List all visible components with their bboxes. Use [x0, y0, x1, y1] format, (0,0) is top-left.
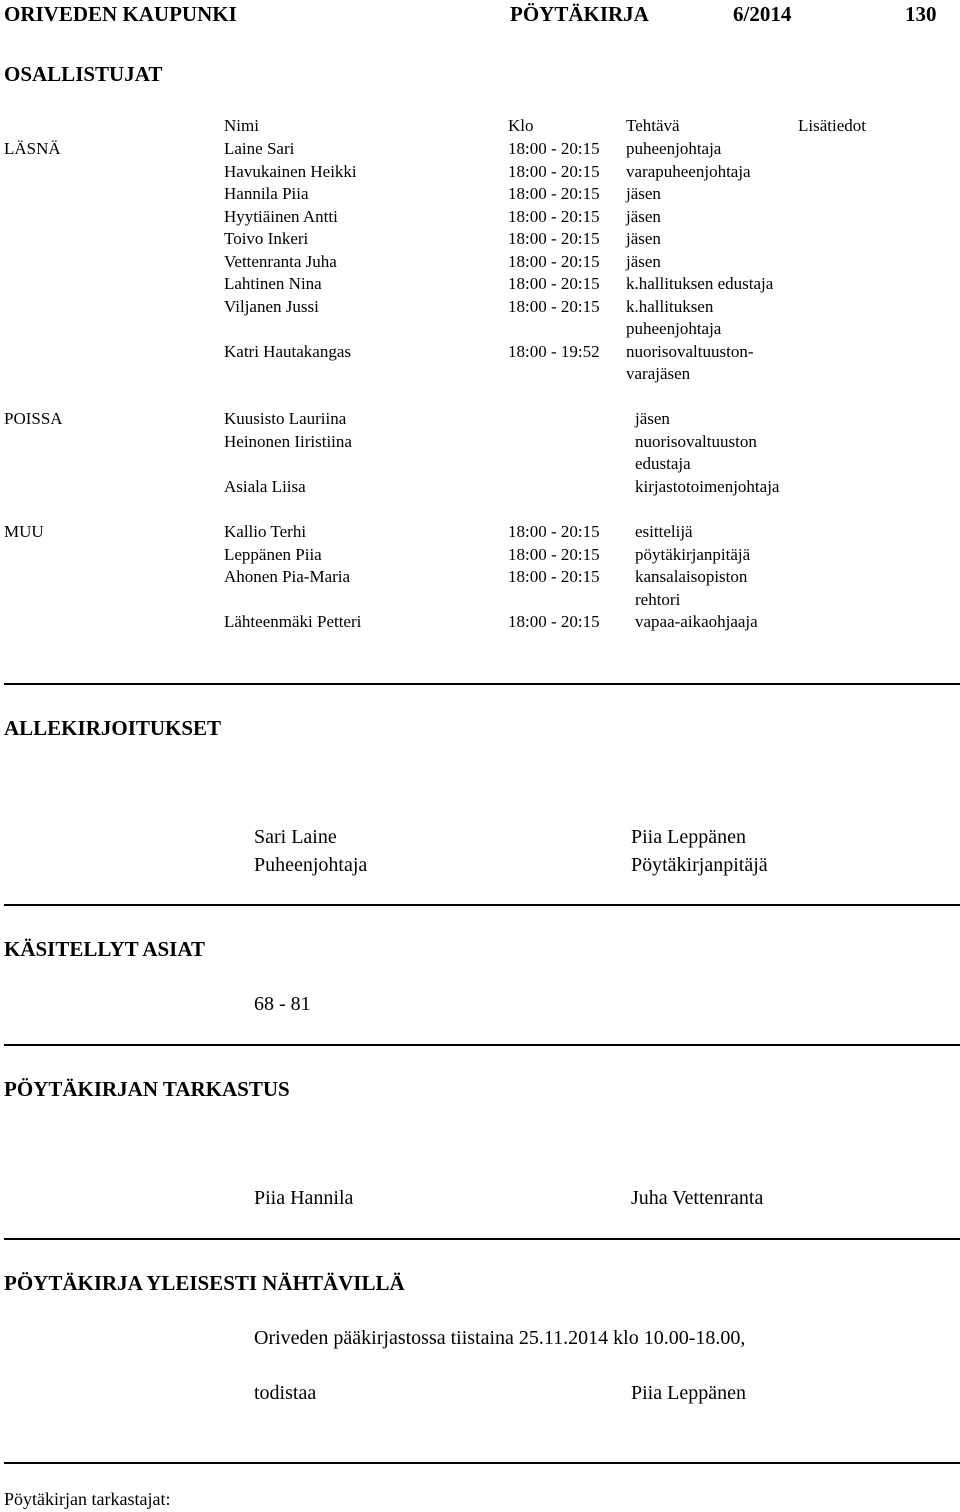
- header-org: ORIVEDEN KAUPUNKI: [4, 2, 237, 26]
- participant-role: jäsen: [626, 184, 661, 203]
- participant-time: 18:00 - 20:15: [508, 251, 600, 271]
- participant-row: [0, 296, 960, 319]
- section-title-signatures: ALLEKIRJOITUKSET: [4, 716, 222, 740]
- participant-row: [0, 431, 960, 454]
- participant-time: 18:00 - 19:52: [508, 341, 600, 361]
- column-header-name: Nimi: [224, 116, 259, 135]
- section-divider: [4, 1462, 960, 1464]
- participant-role: jäsen: [635, 409, 670, 428]
- participant-name: Katri Hautakangas: [224, 341, 351, 361]
- participant-role: jäsen: [626, 229, 661, 248]
- participant-row: [0, 138, 960, 161]
- participant-name: Laine Sari: [224, 139, 295, 158]
- section-title-handled-items: KÄSITELLYT ASIAT: [4, 937, 205, 961]
- participant-name: Kallio Terhi: [224, 522, 307, 541]
- header-doc-number: 6/2014: [733, 2, 792, 26]
- participant-name: Heinonen Iiristiina: [224, 431, 352, 451]
- participant-role: puheenjohtaja: [626, 139, 722, 158]
- participant-name: Ahonen Pia-Maria: [224, 567, 351, 586]
- participant-role-continuation: rehtori: [635, 589, 681, 609]
- reviewer-2-name: Juha Vettenranta: [631, 1187, 764, 1209]
- signature-secretary-name: Piia Leppänen: [631, 826, 746, 848]
- participant-time: 18:00 - 20:15: [508, 612, 600, 631]
- participant-name: Lähteenmäki Petteri: [224, 612, 362, 631]
- participant-role-continuation: puheenjohtaja: [626, 319, 722, 338]
- participant-time: 18:00 - 20:15: [508, 522, 600, 541]
- participant-name: Hannila Piia: [224, 184, 309, 203]
- participant-row: [0, 611, 960, 634]
- participant-row: [0, 161, 960, 184]
- participant-role: pöytäkirjanpitäjä: [635, 544, 751, 564]
- certifies-label: todistaa: [254, 1382, 317, 1404]
- reviewer-1-name: Piia Hannila: [254, 1187, 354, 1209]
- section-title-osallistujat: OSALLISTUJAT: [4, 62, 163, 86]
- participant-role: k.hallituksen: [626, 296, 714, 316]
- participant-name: Vettenranta Juha: [224, 251, 337, 271]
- participant-row: [0, 521, 960, 544]
- group-label-absent: POISSA: [4, 409, 63, 428]
- participant-name: Asiala Liisa: [224, 476, 306, 496]
- participant-row: [0, 476, 960, 499]
- header-page-number: 130: [905, 2, 937, 26]
- section-divider: [4, 683, 960, 685]
- signature-chair-name: Sari Laine: [254, 826, 337, 848]
- participant-row: [0, 228, 960, 251]
- participant-time: 18:00 - 20:15: [508, 229, 600, 248]
- participant-role: kansalaisopiston: [635, 567, 748, 586]
- group-label-other: MUU: [4, 522, 44, 541]
- participant-row-continuation: [0, 363, 960, 386]
- participant-time: 18:00 - 20:15: [508, 139, 600, 158]
- participant-row: [0, 544, 960, 567]
- participant-role-continuation: edustaja: [635, 454, 691, 473]
- footer-reviewers-label: Pöytäkirjan tarkastajat:: [4, 1489, 171, 1509]
- certifier-name: Piia Leppänen: [631, 1382, 746, 1404]
- group-label-present: LÄSNÄ: [4, 139, 61, 158]
- header-doc-type: PÖYTÄKIRJA: [510, 2, 649, 26]
- participant-role: varapuheenjohtaja: [626, 161, 751, 181]
- participant-name: Lahtinen Nina: [224, 274, 322, 293]
- section-divider: [4, 1238, 960, 1240]
- participant-role: k.hallituksen edustaja: [626, 274, 774, 293]
- participant-role: nuorisovaltuuston-: [626, 341, 754, 361]
- participant-row: [0, 183, 960, 206]
- participant-time: 18:00 - 20:15: [508, 206, 600, 226]
- participant-role: esittelijä: [635, 522, 693, 541]
- participant-role: vapaa-aikaohjaaja: [635, 612, 758, 631]
- participant-time: 18:00 - 20:15: [508, 296, 600, 316]
- participant-row: [0, 408, 960, 431]
- section-title-public-display: PÖYTÄKIRJA YLEISESTI NÄHTÄVILLÄ: [4, 1271, 405, 1295]
- participant-name: Toivo Inkeri: [224, 229, 309, 248]
- signature-secretary-role: Pöytäkirjanpitäjä: [631, 854, 768, 876]
- participant-row: [0, 251, 960, 274]
- participant-time: 18:00 - 20:15: [508, 184, 600, 203]
- participant-role: nuorisovaltuuston: [635, 431, 757, 451]
- participant-role: jäsen: [626, 251, 661, 271]
- participant-row-continuation: [0, 589, 960, 612]
- participant-row-continuation: [0, 318, 960, 341]
- participant-name: Havukainen Heikki: [224, 161, 357, 181]
- participant-role: kirjastotoimenjohtaja: [635, 476, 780, 496]
- participant-role-continuation: varajäsen: [626, 364, 691, 383]
- public-display-text: Oriveden pääkirjastossa tiistaina 25.11.2014 klo 10.00-18.00,: [254, 1327, 746, 1349]
- participants-column-headers: [0, 115, 960, 138]
- participant-name: Viljanen Jussi: [224, 296, 319, 316]
- column-header-info: Lisätiedot: [798, 116, 866, 135]
- participant-row-continuation: [0, 453, 960, 476]
- column-header-role: Tehtävä: [626, 116, 680, 135]
- participant-time: 18:00 - 20:15: [508, 274, 600, 293]
- participant-time: 18:00 - 20:15: [508, 567, 600, 586]
- participant-time: 18:00 - 20:15: [508, 161, 600, 181]
- participant-row: [0, 566, 960, 589]
- handled-items-range: 68 - 81: [254, 993, 311, 1015]
- participant-time: 18:00 - 20:15: [508, 544, 600, 564]
- participant-row: [0, 273, 960, 296]
- participant-row: [0, 341, 960, 364]
- section-title-review: PÖYTÄKIRJAN TARKASTUS: [4, 1077, 290, 1101]
- column-header-time: Klo: [508, 116, 534, 135]
- signature-chair-role: Puheenjohtaja: [254, 854, 368, 876]
- section-divider: [4, 1044, 960, 1046]
- participant-row: [0, 206, 960, 229]
- participant-name: Hyytiäinen Antti: [224, 206, 338, 226]
- participant-name: Leppänen Piia: [224, 544, 322, 564]
- participant-name: Kuusisto Lauriina: [224, 409, 347, 428]
- section-divider: [4, 904, 960, 906]
- participant-role: jäsen: [626, 206, 661, 226]
